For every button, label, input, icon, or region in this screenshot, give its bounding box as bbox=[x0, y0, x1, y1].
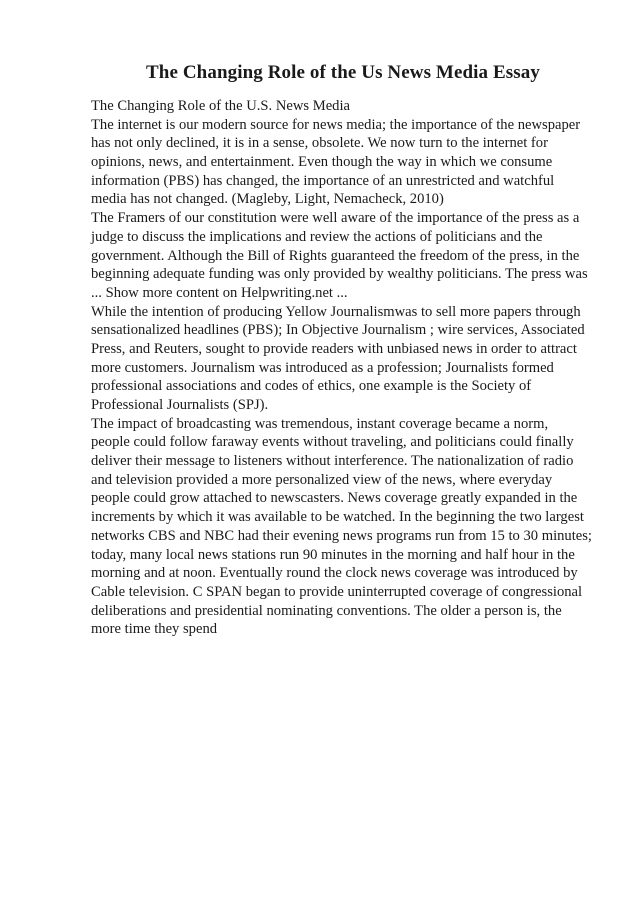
body-text-line: more time they spend bbox=[91, 621, 218, 638]
body-text-line: morning and at noon. Eventually round the clock news coverage was introduced by bbox=[91, 565, 578, 582]
body-text-line: ... Show more content on Helpwriting.net ... bbox=[91, 284, 348, 301]
body-text-line: deliver their message to listeners without interference. The nationalization of radio bbox=[91, 453, 574, 470]
document-body bbox=[91, 97, 601, 639]
body-text-line: has not only declined, it is in a sense, obsolete. We now turn to the internet for bbox=[91, 135, 548, 152]
body-text-line: beginning adequate funding was only provided by wealthy politicians. The press was bbox=[91, 266, 588, 283]
body-text-line: people could grow attached to newscasters. News coverage greatly expanded in the bbox=[91, 490, 578, 507]
body-text-line: Professional Journalists (SPJ). bbox=[91, 397, 269, 413]
body-text-line: government. Although the Bill of Rights guaranteed the freedom of the press, in the bbox=[91, 247, 580, 264]
body-text-line: judge to discuss the implications and review the actions of politicians and the bbox=[91, 228, 543, 245]
body-text-line: The Framers of our constitution were well aware of the importance of the press as a bbox=[91, 210, 580, 227]
body-text-line: sensationalized headlines (PBS); In Objective Journalism ; wire services, Associated bbox=[91, 322, 585, 339]
body-text-line: While the intention of producing Yellow Journalismwas to sell more papers through bbox=[91, 303, 581, 320]
body-text-line: and television provided a more personalized view of the news, where everyday bbox=[91, 471, 553, 488]
body-text-line: networks CBS and NBC had their evening news programs run from 15 to 30 minutes; bbox=[91, 527, 592, 544]
body-text-line: increments by which it was available to be watched. In the beginning the two largest bbox=[91, 509, 584, 526]
body-text-line: today, many local news stations run 90 minutes in the morning and half hour in the bbox=[91, 546, 575, 563]
body-text-line: deliberations and presidential nominating conventions. The older a person is, the bbox=[91, 602, 562, 619]
body-text-line: The internet is our modern source for news media; the importance of the newspaper bbox=[91, 116, 581, 133]
document-title: The Changing Role of the Us News Media Essay bbox=[146, 62, 540, 83]
body-text-line: The Changing Role of the U.S. News Media bbox=[91, 98, 350, 114]
body-text-line: The impact of broadcasting was tremendous, instant coverage became a norm, bbox=[91, 415, 549, 432]
body-text-line: Cable television. C SPAN began to provide uninterrupted coverage of congressional bbox=[91, 583, 583, 600]
body-text-line: opinions, news, and entertainment. Even though the way in which we consume bbox=[91, 154, 553, 171]
body-text-line: more customers. Journalism was introduced as a profession; Journalists formed bbox=[91, 359, 554, 376]
body-text-line: people could follow faraway events without traveling, and politicians could finally bbox=[91, 434, 574, 451]
body-text-line: professional associations and codes of ethics, one example is the Society of bbox=[91, 378, 532, 395]
body-text-line: information (PBS) has changed, the importance of an unrestricted and watchful bbox=[91, 172, 555, 189]
body-text-line: Press, and Reuters, sought to provide readers with unbiased news in order to attract bbox=[91, 340, 577, 357]
body-text-line: media has not changed. (Magleby, Light, Nemacheck, 2010) bbox=[91, 191, 444, 208]
